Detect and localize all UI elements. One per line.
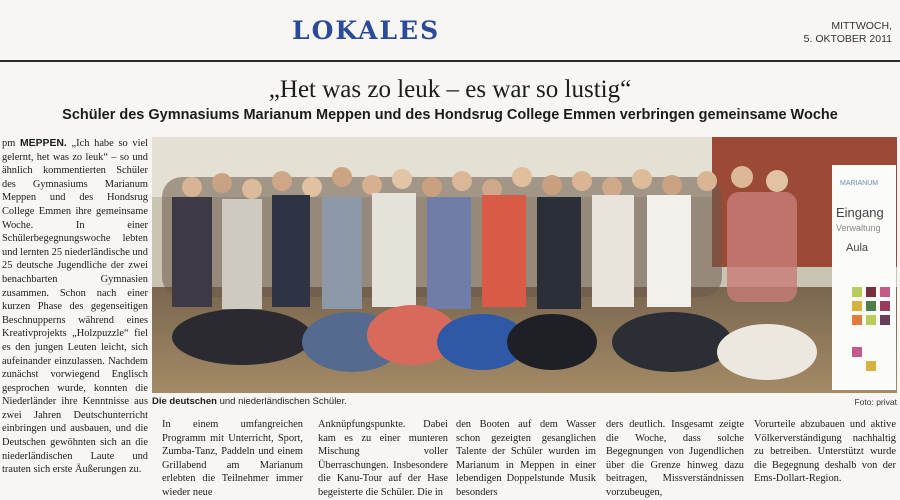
article-subheadline: Schüler des Gymnasiums Marianum Meppen und des Hondsrug College Emmen verbringen gemeinsame Woche (62, 107, 838, 123)
entrance-sign (832, 165, 896, 390)
sign-entrance-text: Eingang (836, 205, 884, 220)
section-title: LOKALES (292, 16, 441, 45)
photo-caption (152, 396, 897, 410)
sign-marianum-text: MARIANUM (840, 180, 879, 187)
issue-weekday: MITTWOCH, (831, 20, 892, 32)
issue-date (804, 20, 892, 46)
page-masthead (0, 0, 900, 62)
article-column-6: Vorurteile abzubauen und aktive Völkerverständigung nachhaltig zu betreiben. Unterstützt wurde die Begegnung deshalb von der Ems-Dollart-Region. (754, 419, 896, 485)
crowd-shapes (162, 166, 817, 380)
article-column-4: den Booten auf dem Wasser schon gezeigten gesanglichen Talente der Schüler wurden im Marianum in Meppen in einer lebendigen Doppelstunde Musik besonders (456, 419, 596, 498)
article-headline: „Het was zo leuk – es war so lustig“ (268, 76, 632, 103)
group-photo-illustration (152, 137, 897, 393)
dateline-prefix: pm (2, 138, 16, 149)
article-column-left (2, 137, 148, 497)
article-column-2: In einem umfangreichen Programm mit Unterricht, Sport, Zumba-Tanz, Paddeln und einem Grillabend am Marianum erlebten die Teilnehmer immer wieder neue (162, 419, 303, 498)
caption-text: und niederländischen Schüler. (216, 396, 347, 407)
caption-bold-text: Die deutschen (152, 396, 217, 407)
article-column-3: Anknüpfungspunkte. Dabei kam es zu einer munteren Mischung voller Überraschungen. Insbesondere die Kanu-Tour auf der Hase begeisterte die Schüler. Die in (318, 419, 448, 498)
article-column-5: ders deutlich. Insgesamt zeigte die Woche, dass solche Begegnungen von Jugendlichen über die Grenze hinweg dazu beitragen, Missverständnissen vorzubeugen, (606, 419, 744, 498)
group-photo (152, 137, 897, 393)
issue-day: 5. OKTOBER 2011 (803, 33, 892, 45)
sign-aula-text: Aula (846, 242, 869, 254)
sign-admin-text: Verwaltung (836, 223, 881, 233)
left-column-text: „Ich habe so viel gelernt, het was zo leuk“ – so und ähnlich kommentierten Schüler des Gymnasiums Marianum Meppen und des Hondsrug College Emmen ihre gemeinsame Woche. In einer Schülerbegegnungswoche lebten und lernten 25 niederländische und 25 deutsche Jugendliche der zwei benachbarten Gymnasien zusammen. Schon nach einer kurzen Phase des gegenseitigen Beschnupperns während eines Kreativprojekts „Holzpuzzle“ fiel es den jungen Leuten leicht, sich aufeinander einzulassen. Nachdem zunächst vorwiegend Englisch gesprochen wurde, konnten die Niederländer ihre Kenntnisse aus zwei Jahren Deutschunterricht einbringen und ausbauen, und die Deutschen gewöhnten sich an die niederländischen Laute und trauten sich erste Äußerungen zu. (2, 138, 148, 476)
photo-credit: Foto: privat (854, 397, 897, 407)
dateline-city: MEPPEN. (20, 138, 67, 149)
